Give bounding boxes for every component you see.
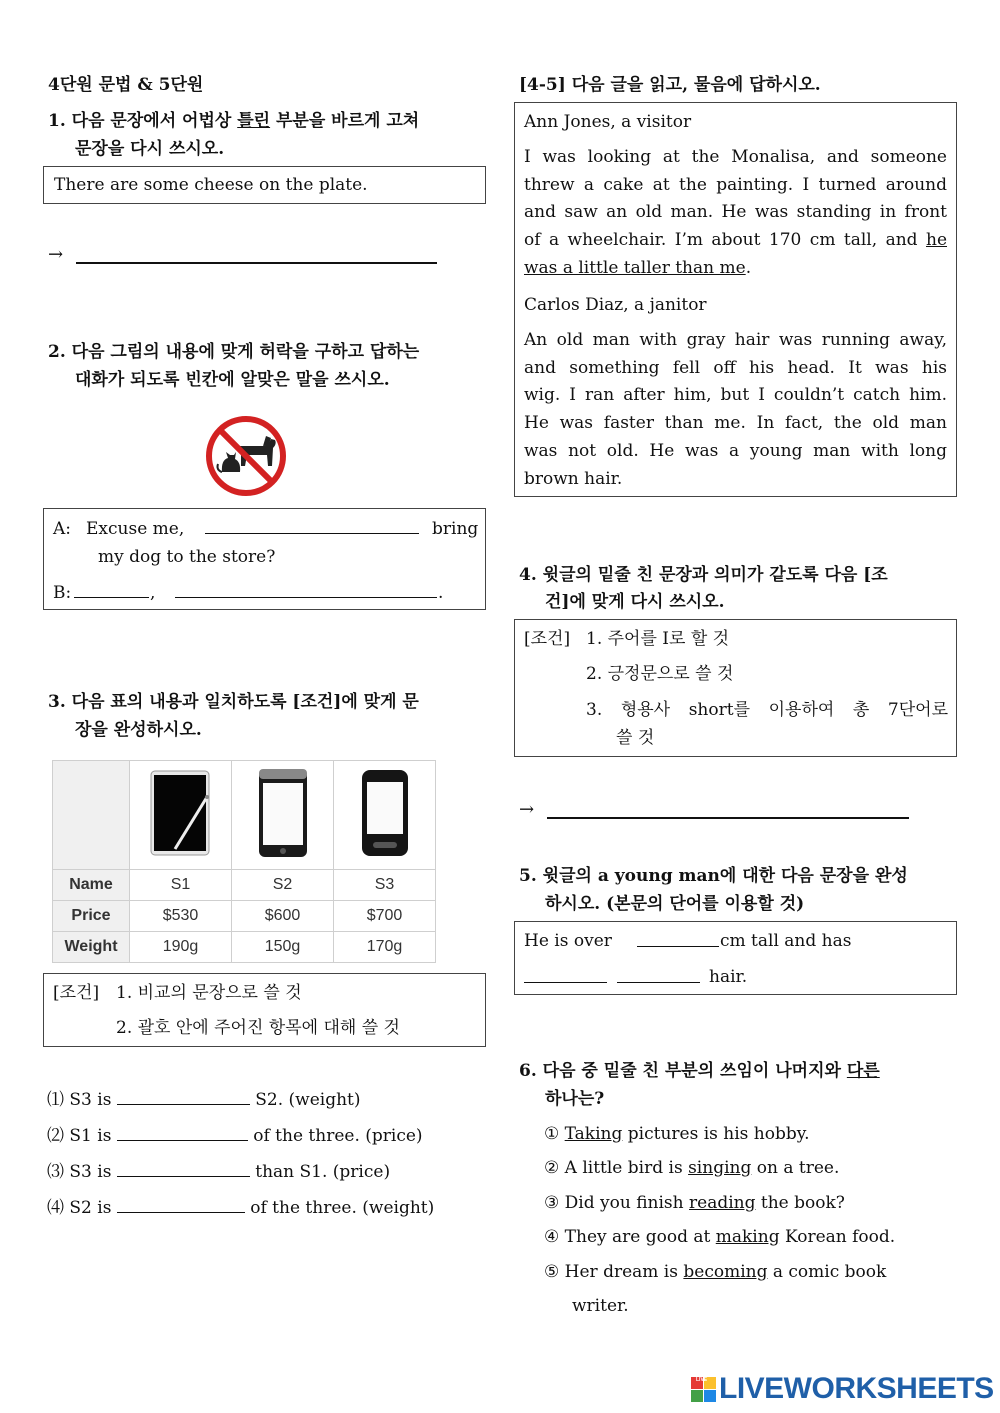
q5-answer-box [514,921,957,995]
s3-weight: 170g [334,932,436,963]
option-pre: Did you finish [564,1193,690,1213]
q5-blank-word2[interactable] [617,982,700,983]
q3-prompt-line2: 장을 완성하시오. [75,720,202,740]
option-pre: A little bird is [564,1158,689,1178]
option-post: on a tree. [751,1158,840,1178]
s3-name: S3 [334,870,436,901]
q5-blank-height[interactable] [637,946,719,947]
item-post: S2. (weight) [255,1090,361,1110]
q1-prompt-pre: 1. 다음 문장에서 어법상 [48,111,238,131]
feature-phone-icon [359,766,411,860]
q6-prompt-pre: 6. 다음 중 밑줄 친 부분의 쓰임이 나머지와 [519,1061,847,1081]
q1-prompt-underline: 틀린 [237,111,271,131]
option-num: ③ [544,1193,560,1213]
q3-item-3-blank[interactable] [117,1160,250,1177]
s2-weight: 150g [232,932,334,963]
passage-line: brown hair. [524,468,623,489]
q4-answer-line[interactable] [547,817,909,819]
tablet-with-pen-icon [145,767,217,859]
q6-prompt-line2: 하나는? [545,1089,605,1109]
option-num: ① [544,1124,560,1144]
passage-line: was not old. He was a young man with long [524,440,947,461]
option-underlined: Taking [564,1124,623,1144]
sentence-period: . [745,257,752,278]
option-underlined: reading [689,1193,756,1213]
s2-price: $600 [232,901,334,932]
q2-a-text1: Excuse me, [86,519,185,539]
q3-item-3 [47,1158,390,1186]
speaker-1: Ann Jones, a visitor [524,112,692,132]
item-num: ⑵ [47,1126,64,1146]
row-label-name: Name [53,870,130,901]
q3-item-1 [47,1086,361,1114]
q6-option-2[interactable] [544,1154,839,1182]
speaker-2: Carlos Diaz, a janitor [524,295,707,315]
s3-image-cell [334,761,436,870]
s1-image-cell [130,761,232,870]
item-pre: S3 is [69,1162,112,1182]
q4-condition3-line2: 쓸 것 [616,728,655,748]
option-num: ⑤ [544,1262,560,1282]
q2-b-label: B: [53,583,72,603]
q2-a-label: A: [53,519,72,539]
item-num: ⑶ [47,1162,64,1182]
s2-image-cell [232,761,334,870]
q5-prompt-line2: 하시오. (본문의 단어를 이용할 것) [545,894,805,914]
q1-sentence: There are some cheese on the plate. [54,175,368,195]
row-label-weight: Weight [53,932,130,963]
option-underlined: making [715,1227,780,1247]
q1-prompt-line2: 문장을 다시 쓰시오. [75,139,225,159]
item-pre: S2 is [69,1198,112,1218]
passage-line: He was faster than me. In fact, the old man [524,413,947,434]
q2-b-period: . [438,583,444,603]
q4-condition3: 3. 형용사 short를 이용하여 총 7단어로 [586,700,948,720]
q6-prompt [519,1057,880,1085]
no-pets-sign-icon [203,414,289,498]
option-num: ② [544,1158,560,1178]
q4-conditions-box [514,619,957,757]
item-pre: S3 is [69,1090,112,1110]
q2-dialogue-box [43,508,486,610]
s3-price: $700 [334,901,436,932]
q2-b-comma: , [150,583,156,603]
option-post: the book? [755,1193,845,1213]
section-title: [4-5] 다음 글을 읽고, 물음에 답하시오. [519,75,821,95]
q4-condition2: 2. 긍정문으로 쓸 것 [586,664,734,684]
q4-conditions-label: [조건] [524,629,571,649]
option-post: pictures is his hobby. [622,1124,810,1144]
item-num: ⑷ [47,1198,64,1218]
passage-box [514,102,957,497]
q4-condition1: 1. 주어를 I로 할 것 [586,629,730,649]
q3-item-4-blank[interactable] [117,1196,245,1213]
q6-option-1[interactable] [544,1120,810,1148]
q5-prompt-line1: 5. 윗글의 a young man에 대한 다음 문장을 완성 [519,866,908,886]
q1-arrow: → [48,244,64,265]
logo-text: LIVEWORKSHEETS [719,1372,994,1405]
q3-item-4 [47,1194,434,1222]
underlined-sentence: was a little taller than me [524,257,746,278]
logo-badge: LIVE [696,1377,708,1383]
q6-option-4[interactable] [544,1223,895,1251]
s1-price: $530 [130,901,232,932]
item-post: than S1. (price) [255,1162,391,1182]
passage-line [524,227,947,255]
q4-arrow: → [519,799,535,820]
q2-b-blank1[interactable] [74,597,149,598]
passage-line: I was looking at the Monalisa, and someone [524,147,947,167]
q2-prompt-line1: 2. 다음 그림의 내용에 맞게 허락을 구하고 답하는 [48,342,420,362]
q3-item-1-blank[interactable] [117,1088,250,1105]
option-num: ④ [544,1227,560,1247]
passage-paragraph-2 [524,327,947,493]
q1-prompt [48,107,419,135]
q2-a-text3: my dog to the store? [98,547,276,567]
underlined-sentence-start: he [926,230,948,251]
q6-option-5[interactable] [544,1258,886,1286]
q3-item-2 [47,1122,423,1150]
q5-line2-post: hair. [709,967,748,987]
option-underlined: singing [688,1158,752,1178]
passage-line: wig. I ran after him, but I couldn’t catch him. [524,385,947,406]
q3-condition2: 2. 괄호 안에 주어진 항목에 대해 쓸 것 [116,1018,400,1038]
item-num: ⑴ [47,1090,64,1110]
q1-prompt-post: 부분을 바르게 고쳐 [270,111,420,131]
passage-line: threw a cake at the painting. I turned around [524,174,947,195]
row-label-price: Price [53,901,130,932]
q1-sentence-box [43,166,486,204]
q3-item-2-blank[interactable] [117,1124,248,1141]
s2-name: S2 [232,870,334,901]
item-post: of the three. (price) [253,1126,423,1146]
option-pre: Her dream is [564,1262,684,1282]
s1-name: S1 [130,870,232,901]
q6-prompt-underline: 다른 [846,1061,880,1081]
q3-condition1: 1. 비교의 문장으로 쓸 것 [116,983,302,1003]
q3-spec-table [52,760,436,963]
q4-prompt-line2: 건]에 맞게 다시 쓰시오. [545,592,725,612]
passage-line: and something fell off his head. It was his [524,357,947,378]
q5-blank-word1[interactable] [524,982,607,983]
option-post: a comic book [767,1262,887,1282]
q5-line1-pre: He is over [524,931,612,951]
option-underlined: becoming [683,1262,768,1282]
q1-answer-line[interactable] [76,262,437,264]
s1-weight: 190g [130,932,232,963]
q5-line1-post: cm tall and has [720,931,852,951]
q6-option-3[interactable] [544,1189,845,1217]
unit-title: 4단원 문법 & 5단원 [48,75,204,95]
option-post: Korean food. [779,1227,896,1247]
q2-b-blank2[interactable] [175,597,437,598]
q2-a-text2: bring [432,519,479,539]
table-corner [53,761,130,870]
smartphone-icon [255,765,311,861]
passage-line-text: of a wheelchair. I’m about 170 cm tall, and [524,230,918,251]
item-pre: S1 is [69,1126,112,1146]
passage-line: and saw an old man. He was standing in front [524,202,947,223]
q2-prompt-line2: 대화가 되도록 빈칸에 알맞은 말을 쓰시오. [75,370,390,390]
liveworksheets-logo [691,1372,994,1405]
passage-line [524,255,947,283]
option-pre: They are good at [564,1227,716,1247]
q3-conditions-box [43,973,486,1047]
q6-option-5-line2: writer. [572,1296,629,1316]
item-post: of the three. (weight) [250,1198,435,1218]
passage-paragraph-1 [524,144,947,283]
q3-prompt-line1: 3. 다음 표의 내용과 일치하도록 [조건]에 맞게 문 [48,692,419,712]
q2-a-blank[interactable] [205,533,419,534]
q4-prompt-line1: 4. 윗글의 밑줄 친 문장과 의미가 같도록 다음 [조 [519,565,888,585]
q3-conditions-label: [조건] [53,983,100,1003]
passage-line: An old man with gray hair was running away, [524,330,947,350]
